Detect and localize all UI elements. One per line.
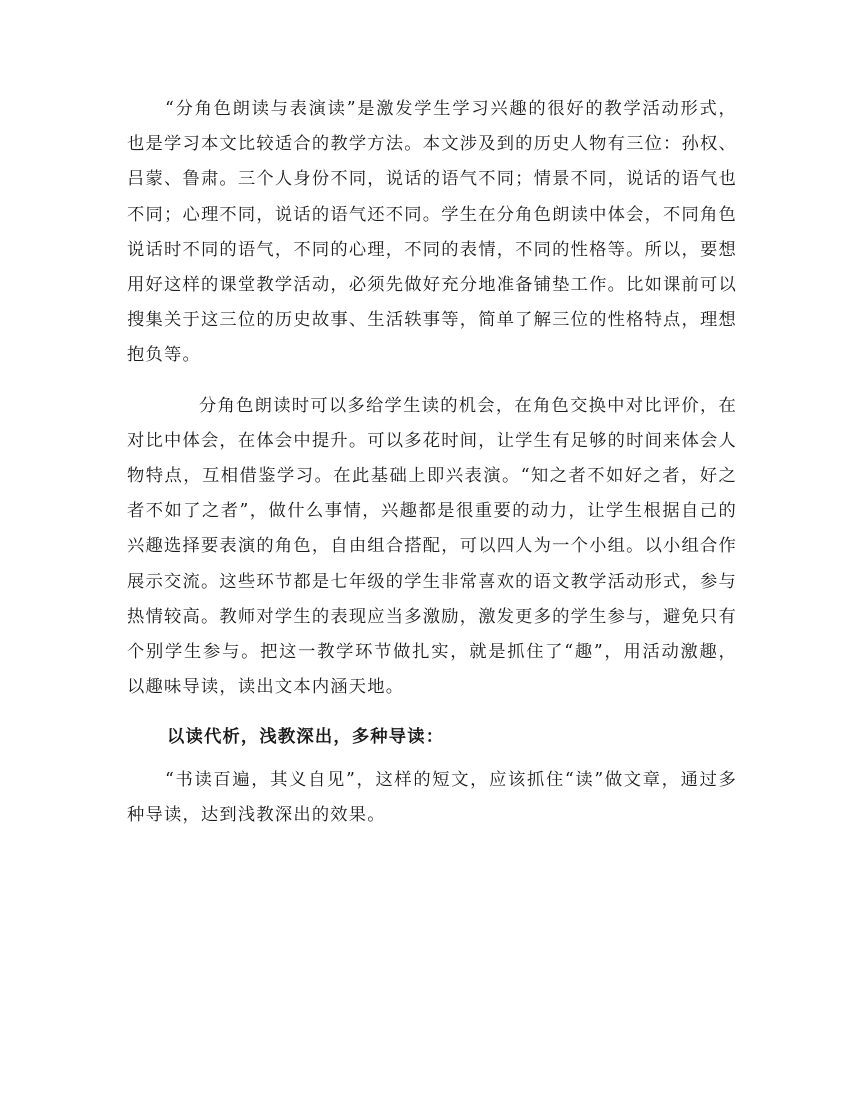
paragraph-role-reading: “分角色朗读与表演读”是激发学生学习兴趣的很好的教学活动形式，也是学习本文比较适合的教学方法。本文涉及到的历史人物有三位：孙权、吕蒙、鲁肃。三个人身份不同，说话的语气不同；情景不同，说话的语气也不同；心理不同，说话的语气还不同。学生在分角色朗读中体会，不同角色说话时不同的语气，不同的心理，不同的表情，不同的性格等。所以，要想用好这样的课堂教学活动，必须先做好充分地准备铺垫工作。比如课前可以搜集关于这三位的历史故事、生活轶事等，简单了解三位的性格特点，理想抱负等。 [127,99,737,366]
paragraph-role-exchange: 分角色朗读时可以多给学生读的机会，在角色交换中对比评价，在对比中体会，在体会中提升。可以多花时间，让学生有足够的时间来体会人物特点，互相借鉴学习。在此基础上即兴表演。“知之者不如好之者，好之者不如了之者”，做什么事情，兴趣都是很重要的动力，让学生根据自己的兴趣选择要表演的角色，自由组合搭配，可以四人为一个小组。以小组合作展示交流。这些环节都是七年级的学生非常喜欢的语文教学活动形式，参与热情较高。教师对学生的表现应当多激励，激发更多的学生参与，避免只有个别学生参与。把这一教学环节做扎实，就是抓住了“趣”，用活动激趣，以趣味导读，读出文本内涵天地。 [127,395,737,698]
section-heading: 以读代析，浅教深出，多种导读： [167,727,445,748]
paragraph-guided-reading: “书读百遍，其义自见”，这样的短文，应该抓住“读”做文章，通过多种导读，达到浅教深出的效果。 [127,769,737,825]
document-body [127,92,737,833]
